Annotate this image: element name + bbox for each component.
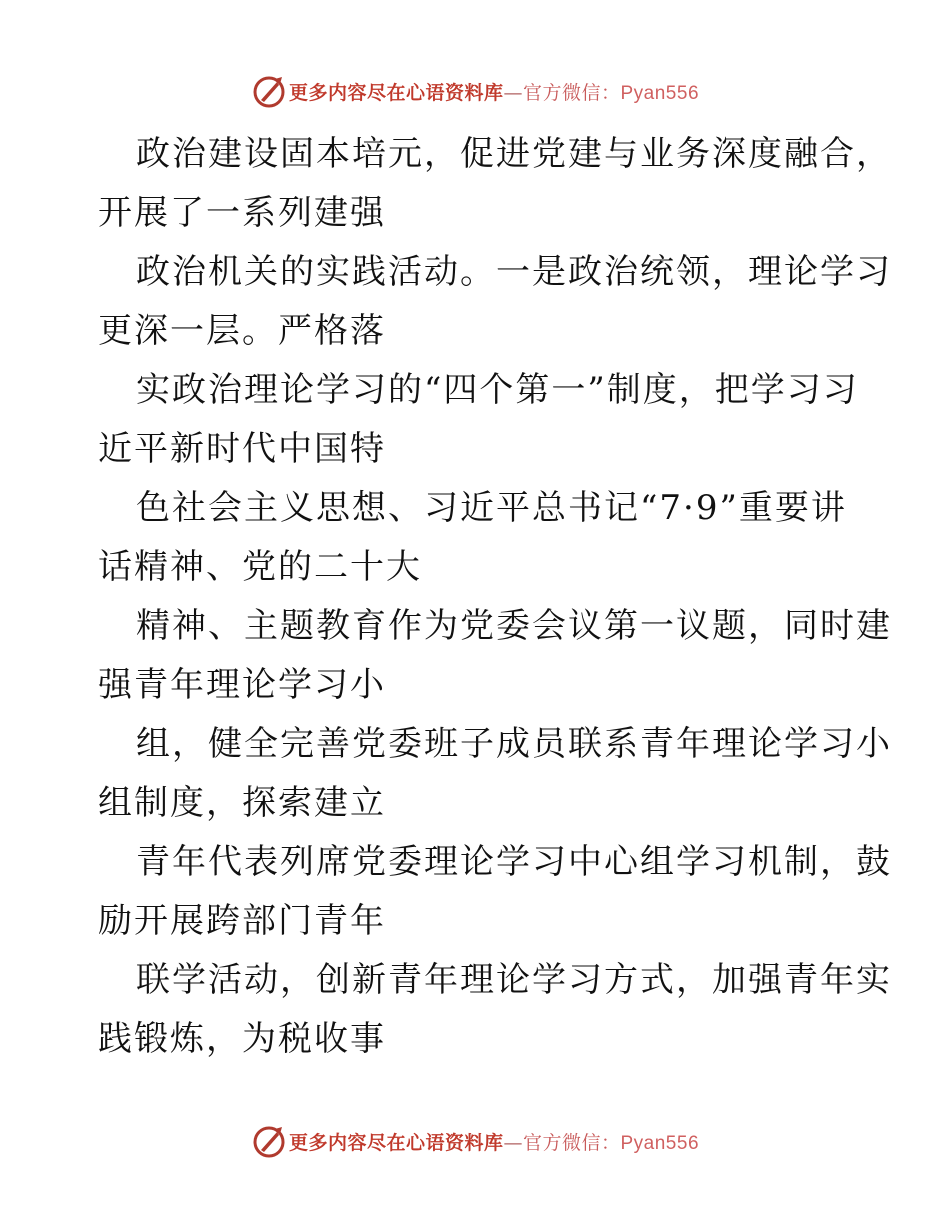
header-wechat-id: Pyan556 <box>620 82 700 104</box>
header-dash: — <box>503 81 523 104</box>
body-line: 话精神、党的二十大 <box>98 547 422 587</box>
body-line: 色社会主义思想、习近平总书记“7·9”重要讲 <box>136 488 847 528</box>
body-line: 精神、主题教育作为党委会议第一议题，同时建 <box>136 606 892 646</box>
body-line: 组，健全完善党委班子成员联系青年理论学习小 <box>136 724 892 764</box>
body-line: 更深一层。严格落 <box>98 311 386 351</box>
footer-text <box>289 1128 699 1155</box>
body-line: 励开展跨部门青年 <box>98 901 386 941</box>
footer-wechat-label: 官方微信： <box>522 1131 621 1154</box>
header-wechat-label: 官方微信： <box>522 81 621 104</box>
body-line: 组制度，探索建立 <box>98 783 386 823</box>
footer-site-text: 更多内容尽在心语资料库 <box>288 1131 504 1154</box>
header-site-text: 更多内容尽在心语资料库 <box>288 81 504 104</box>
footer-dash: — <box>503 1131 523 1154</box>
body-line: 践锻炼，为税收事 <box>98 1019 386 1059</box>
footer-wechat-id: Pyan556 <box>620 1132 700 1154</box>
body-line: 开展了一系列建强 <box>98 193 386 233</box>
body-line: 实政治理论学习的“四个第一”制度，把学习习 <box>136 370 859 410</box>
quill-logo-icon <box>251 73 287 109</box>
footer-banner <box>0 1121 950 1161</box>
header-text <box>289 78 699 105</box>
body-line: 联学活动，创新青年理论学习方式，加强青年实 <box>136 960 892 1000</box>
body-line: 政治机关的实践活动。一是政治统领，理论学习 <box>136 252 892 292</box>
body-line: 近平新时代中国特 <box>98 429 386 469</box>
header-banner <box>0 71 950 111</box>
body-line: 强青年理论学习小 <box>98 665 386 705</box>
quill-logo-icon <box>251 1123 287 1159</box>
body-line: 青年代表列席党委理论学习中心组学习机制，鼓 <box>136 842 892 882</box>
document-body <box>98 125 892 1069</box>
body-line: 政治建设固本培元，促进党建与业务深度融合， <box>136 134 892 174</box>
